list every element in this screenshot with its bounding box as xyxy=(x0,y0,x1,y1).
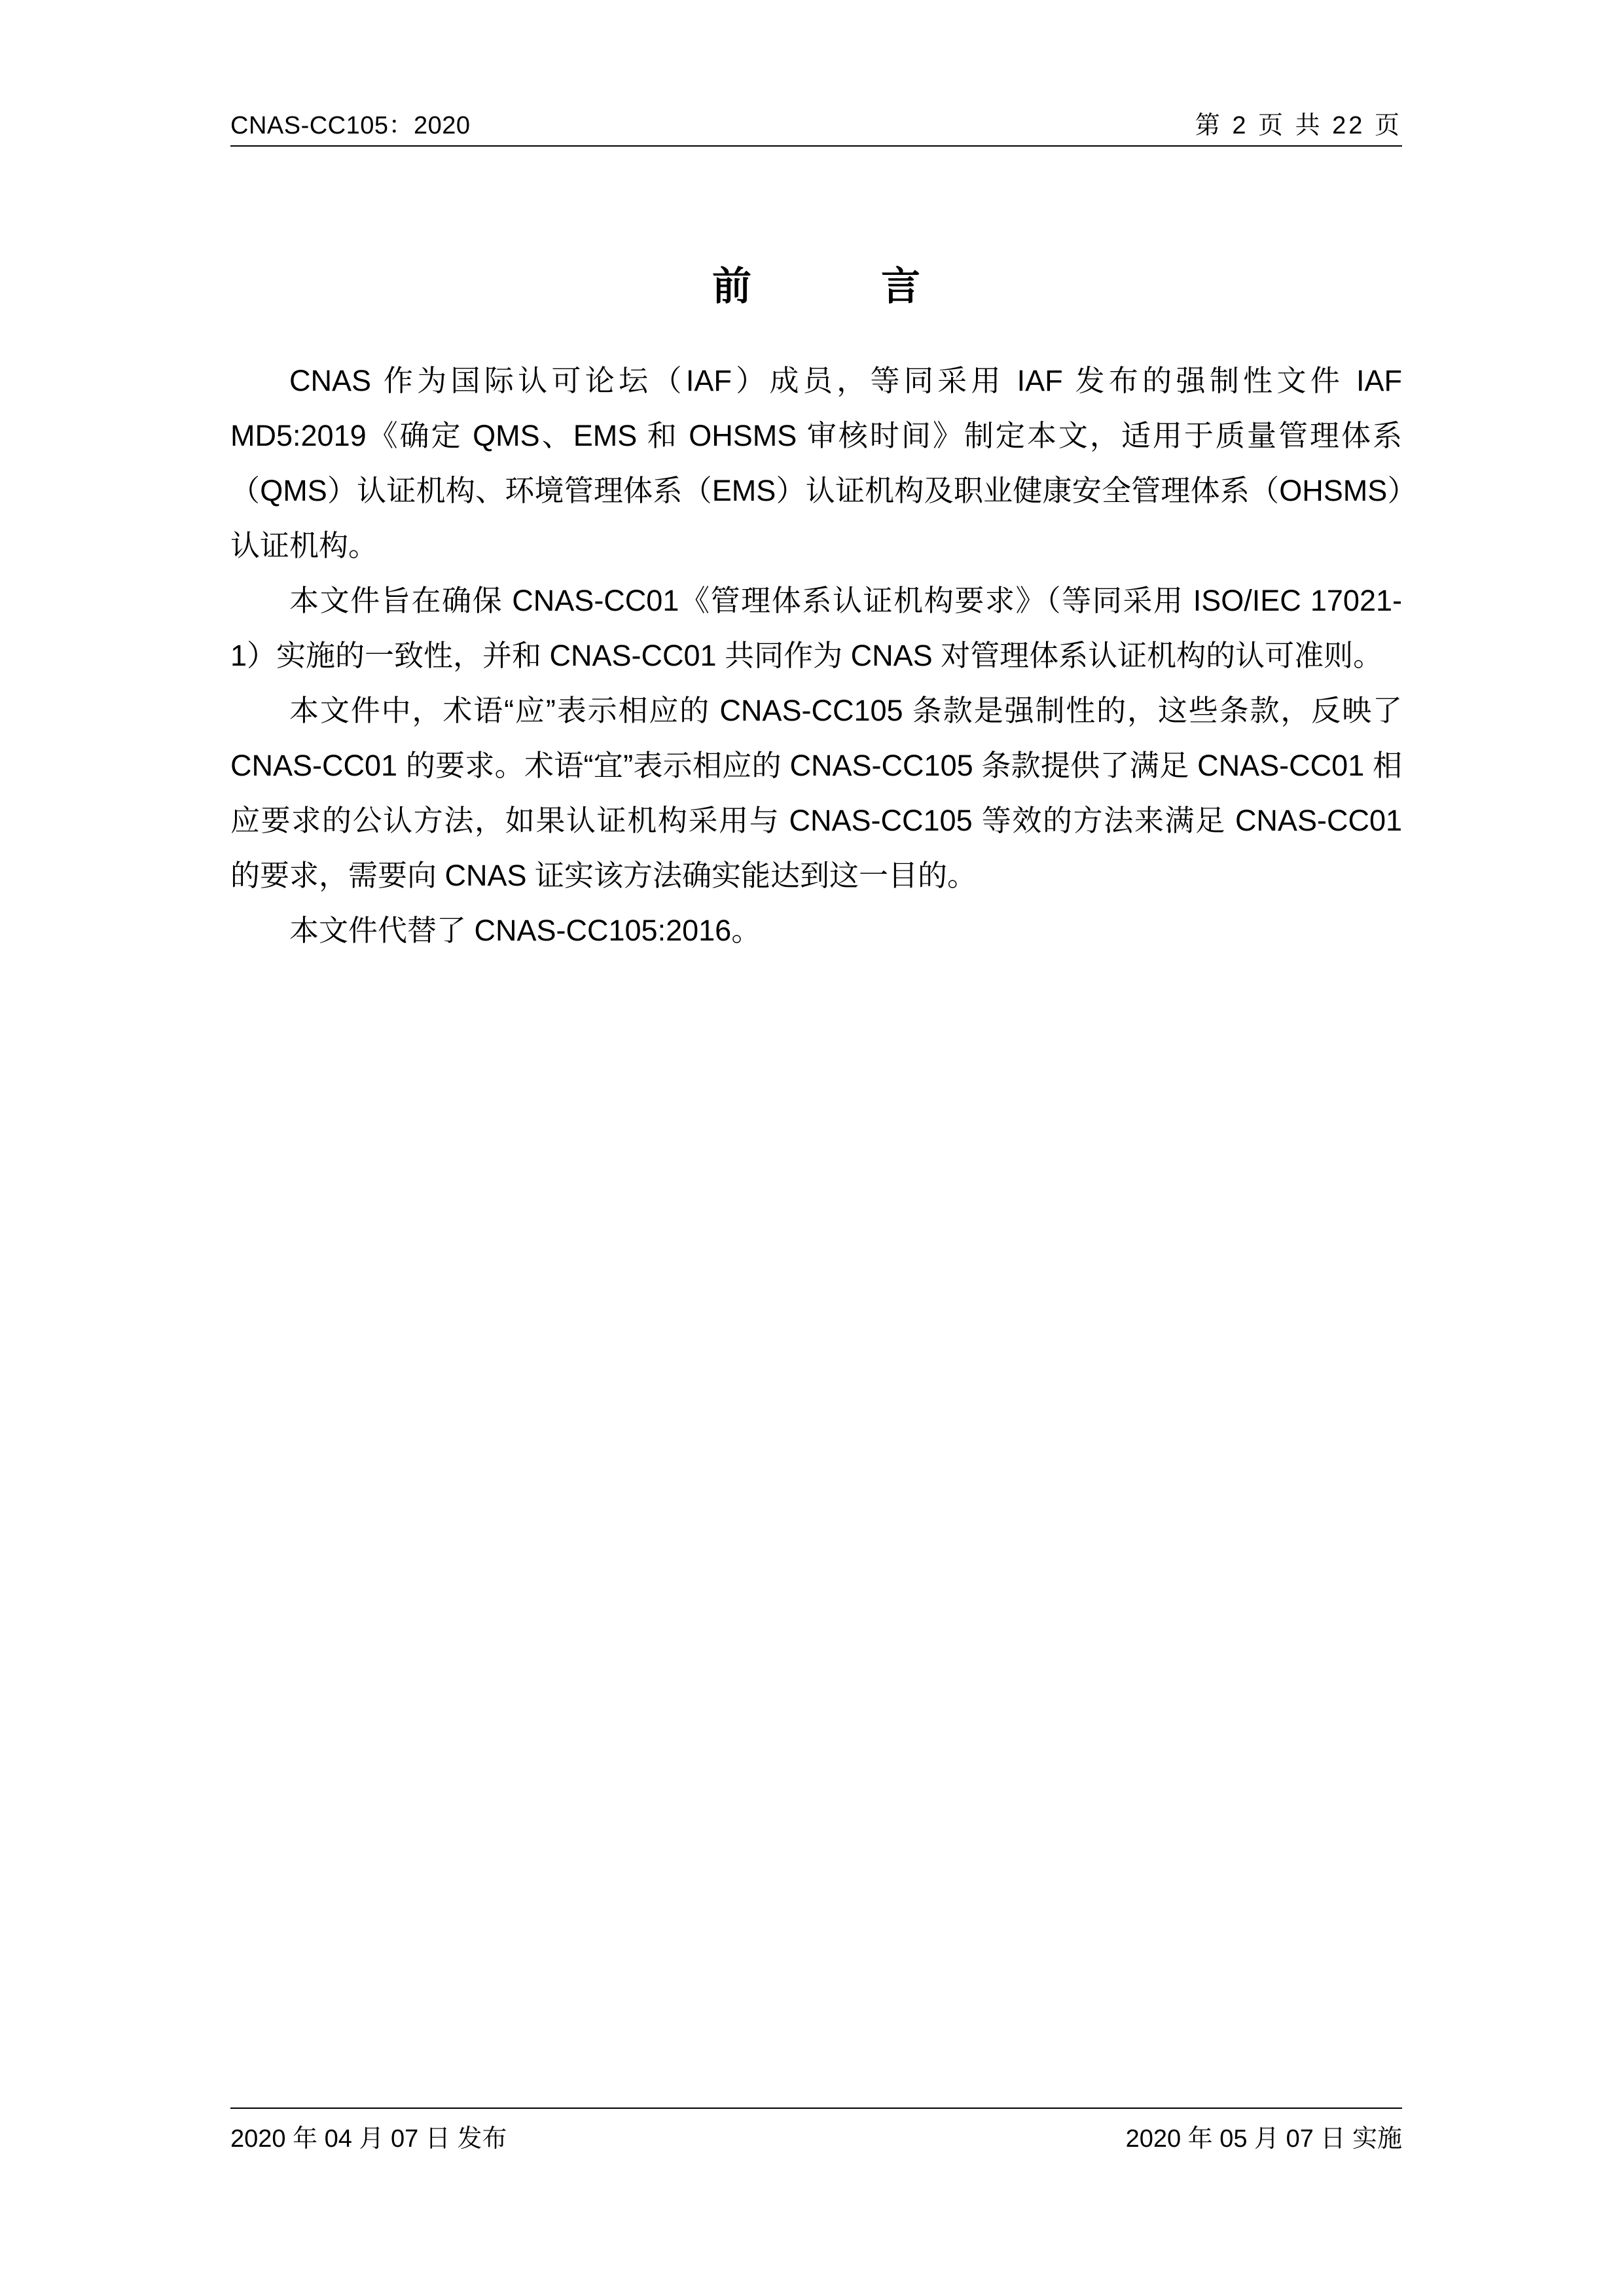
page-title: 前 言 xyxy=(712,264,937,308)
paragraph-3: 本文件中，术语“应”表示相应的 CNAS-CC105 条款是强制性的，这些条款，反映了 CNAS-CC01 的要求。术语“宜”表示相应的 CNAS-CC105 条款提供了满足 CNAS-CC01 相应要求的公认方法，如果认证机构采用与 CNAS-CC105 等效的方法来满足 CNAS-CC01 的要求，需要向 CNAS 证实该方法确实能达到这一目的。 xyxy=(230,694,1402,892)
paragraph-4: 本文件代替了 CNAS-CC105:2016。 xyxy=(289,914,761,947)
header-document-code: CNAS-CC105：2020 xyxy=(230,112,471,139)
page-header xyxy=(230,105,1402,141)
header-divider xyxy=(230,145,1402,147)
foreword-body xyxy=(230,353,1402,958)
page-footer xyxy=(230,2118,1402,2154)
header-page-indicator: 第 2 页 共 22 页 xyxy=(1195,112,1402,139)
footer-issue-date: 2020 年 04 月 07 日 发布 xyxy=(230,2125,507,2153)
paragraph-2: 本文件旨在确保 CNAS-CC01《管理体系认证机构要求》（等同采用 ISO/IEC 17021-1）实施的一致性，并和 CNAS-CC01 共同作为 CNAS 对管理体系认证机构的认可准则。 xyxy=(230,584,1402,672)
paragraph-1: CNAS 作为国际认可论坛（IAF）成员，等同采用 IAF 发布的强制性文件 IAF MD5:2019《确定 QMS、EMS 和 OHSMS 审核时间》制定本文，适用于质量管理体系（QMS）认证机构、环境管理体系（EMS）认证机构及职业健康安全管理体系（OHSMS）认证机构。 xyxy=(230,364,1402,562)
footer-divider xyxy=(230,2108,1402,2109)
footer-effective-date: 2020 年 05 月 07 日 实施 xyxy=(1125,2125,1402,2153)
